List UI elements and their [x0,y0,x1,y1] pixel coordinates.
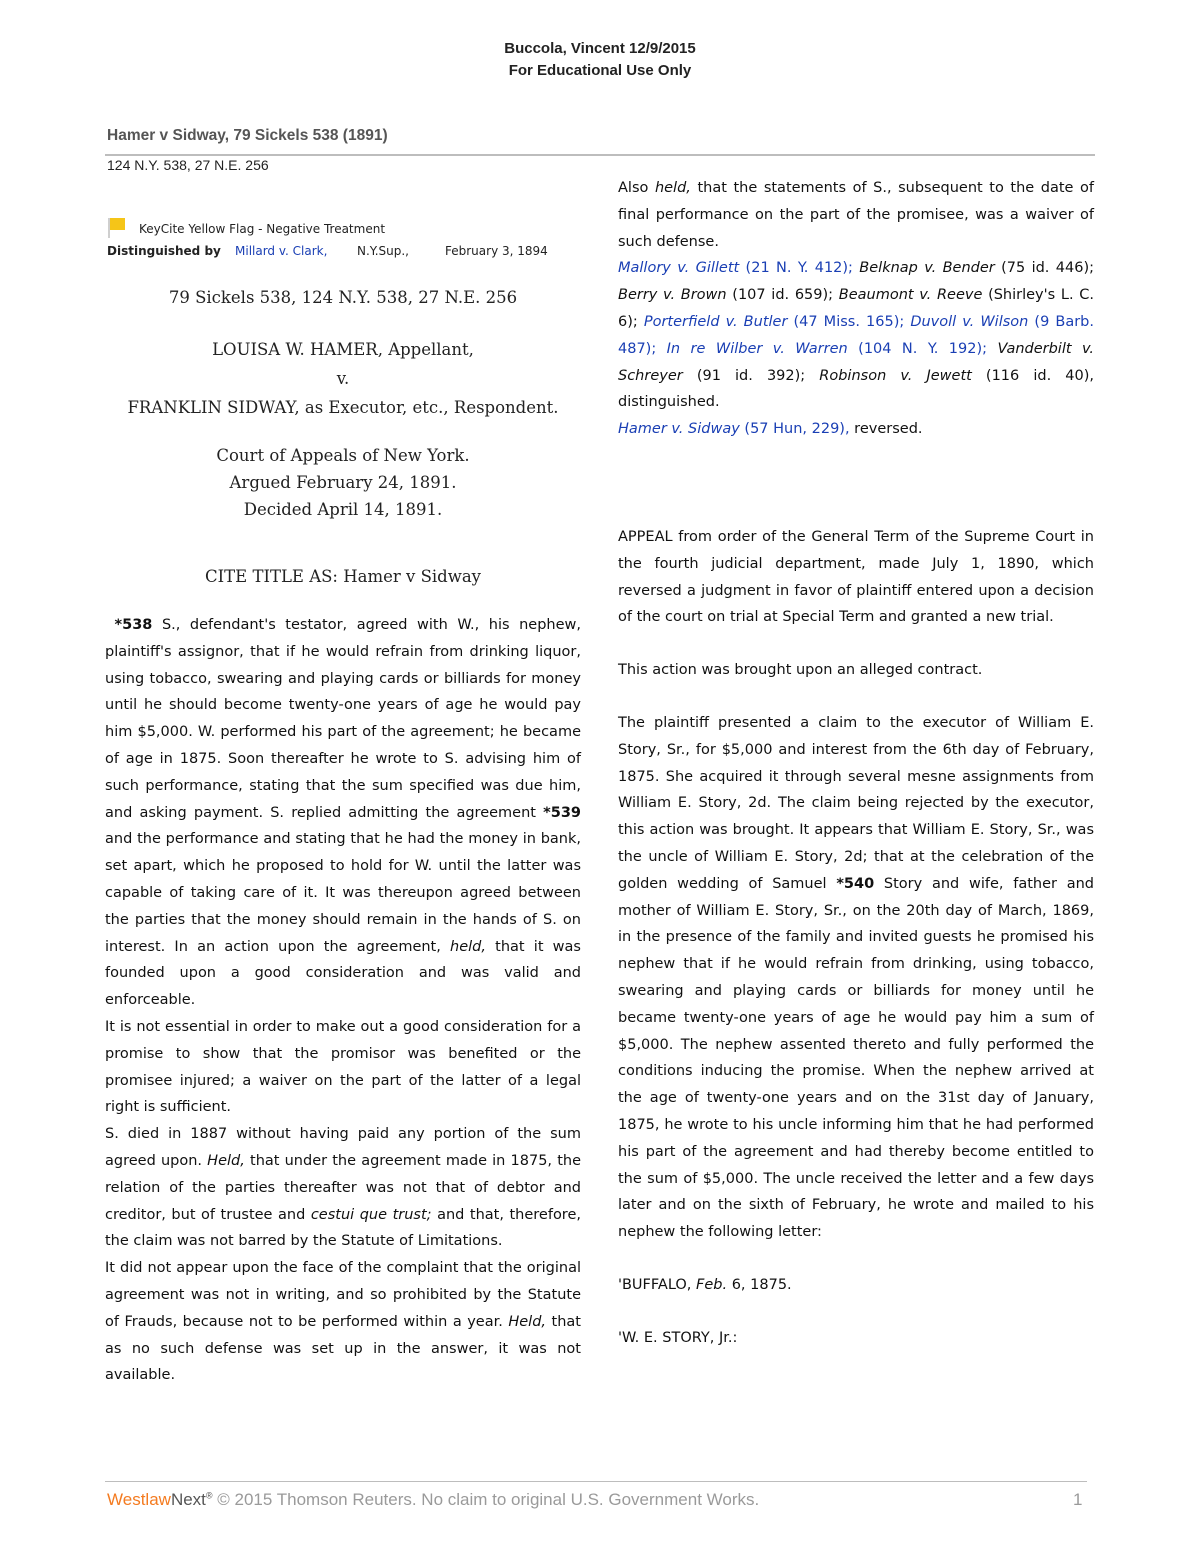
facts-paragraph: The plaintiff presented a claim to the executor of William E. Story, Sr., for $5,000 and interest from the 6th day of February, 1875. She acquired it through several mesne assignments from William E. Story, 2d. The claim being rejected by the executor, this action was brought. It appears that William E. Story, Sr., was the uncle of William E. Story, 2d; that at the celebration of the golden wedding of Samuel *540 Story and wife, father and mother of William E. Story, Sr., on the 20th day of March, 1869, in the presence of the family and invited guests he promised his nephew that if he would refrain from drinking, using tobacco, swearing and playing cards or billiards for money until he became twenty-one years of age he would pay him a sum of $5,000. The nephew assented thereto and fully performed the conditions inducing the promise. When the nephew arrived at the age of twenty-one years and on the 31st day of January, 1875, he wrote to his uncle informing him that he had performed his part of the agreement and had thereby become entitled to the sum of $5,000. The uncle received the letter and a few days later and on the sixth of February, he wrote and mailed to his nephew the following letter: [618,714,1094,1241]
star-page-540: *540 [836,875,875,892]
appeal-paragraph: APPEAL from order of the General Term of the Supreme Court in the fourth judicial department, made July 1, 1890, which reversed a judgment in favor of plaintiff entered upon a decision of the court on trial at Special Term and granted a new trial. [618,529,1094,626]
headnotes-left [105,612,581,1389]
letter-salutation: 'W. E. STORY, Jr.: [618,1329,738,1346]
headnote-4: It did not appear upon the face of the complaint that the original agreement was not in writing, and so prohibited by the Statute of Frauds, because not to be performed within a year. Held, that as no such defense was set up in the answer, it was not available. [105,1260,581,1384]
argued-date: Argued February 24, 1891. [229,473,457,492]
footer-divider [105,1481,1087,1482]
opinion-body [618,524,1094,1352]
distinguished-case-link[interactable]: Millard v. Clark, [235,244,328,258]
case-link-hamer[interactable]: Hamer v. Sidway [618,421,740,438]
case-link-wilber[interactable]: In re Wilber v. Warren [666,340,848,357]
respondent: FRANKLIN SIDWAY, as Executor, etc., Respondent. [127,398,559,417]
star-page-539: *539 [543,804,581,821]
decided-date: Decided April 14, 1891. [243,500,443,519]
keycite-flag-row[interactable] [107,218,583,236]
westlaw-logo: Westlaw [107,1490,171,1509]
case-link-mallory[interactable]: Mallory v. Gillett [618,260,740,277]
case-link-duvoll[interactable]: Duvoll v. Wilson [910,313,1029,330]
page-number: 1 [1073,1490,1083,1509]
footer: WestlawNext® © 2015 Thomson Reuters. No claim to original U.S. Government Works. [107,1490,760,1509]
keycite-flag-label[interactable]: KeyCite Yellow Flag - Negative Treatment [139,222,386,236]
appellant: LOUISA W. HAMER, Appellant, [212,340,474,359]
keycite-block [107,218,583,258]
headnote-2: It is not essential in order to make out a good consideration for a promise to show that the promisor was benefited or the promisee injured; a waiver on the part of the latter of a legal right is sufficient. [105,1018,581,1116]
star-page-538: *538 [114,617,153,633]
headnote-3: S. died in 1887 without having paid any portion of the sum agreed upon. Held, that under the agreement made in 1875, the relation of the parties thereafter was not that of debtor and creditor, but of trustee and cestui que trust; and that, therefore, the claim was not barred by the Statute of Limitations. [105,1126,581,1250]
cases-cited: Mallory v. Gillett (21 N. Y. 412); Belknap v. Bender (75 id. 446); Berry v. Brown (107 id. 659); Beaumont v. Reeve (Shirley's L. C. 6); Porterfield v. Butler (47 Miss. 165); Duvoll v. Wilson (9 Barb. 487); In re Wilber v. Warren (104 N. Y. 192); Vanderbilt v. Schreyer (91 id. 392); Robinson v. Jewett (116 id. 40), distinguished. [618,260,1095,411]
yellow-flag-icon [107,218,125,236]
case-title: Hamer v Sidway, 79 Sickels 538 (1891) [107,127,388,144]
headnote-1: *538 S., defendant's testator, agreed with W., his nephew, plaintiff's assignor, that if he would refrain from drinking liquor, using tobacco, swearing and playing cards or billiards for money until he should become twenty-one years of age he would pay him $5,000. W. performed his part of the agreement; he became of age in 1875. Soon thereafter he wrote to S. advising him of such performance, stating that the sum specified was due him, and asking payment. S. replied admitting the agreement *539 and the performance and stating that he had the money in bank, set apart, which he proposed to hold for W. until the latter was capable of taking care of it. It was thereupon agreed between the parties that the money should remain in the hands of S. on interest. In an action upon the agreement, held, that it was founded upon a good consideration and was valid and enforceable. [105,617,581,1009]
keycite-distinguished-row [107,244,583,258]
header-user-date: Buccola, Vincent 12/9/2015 [504,40,696,57]
court-name: Court of Appeals of New York. [216,446,470,465]
case-citation: 124 N.Y. 538, 27 N.E. 256 [107,157,269,173]
distinguished-label: Distinguished by [107,244,221,258]
letter-dateline: 'BUFFALO, Feb. 6, 1875. [618,1276,792,1293]
headnotes-right [618,175,1094,443]
versus: v. [336,369,350,388]
case-history: Hamer v. Sidway (57 Hun, 229), reversed. [618,421,923,438]
headnote-5: Also held, that the statements of S., subsequent to the date of final performance on the part of the promisee, was a waiver of such defense. [618,180,1094,250]
action-paragraph: This action was brought upon an alleged contract. [618,662,983,679]
distinguished-date: February 3, 1894 [445,244,548,258]
case-link-porterfield[interactable]: Porterfield v. Butler [643,313,788,330]
distinguished-court: N.Y.Sup., [357,244,409,258]
cite-title: CITE TITLE AS: Hamer v Sidway [205,567,481,586]
header-notice: For Educational Use Only [508,62,692,79]
footer-copyright: © 2015 Thomson Reuters. No claim to original U.S. Government Works. [212,1490,760,1509]
westlaw-next-logo: Next [170,1490,206,1509]
reporter-citation: 79 Sickels 538, 124 N.Y. 538, 27 N.E. 256 [168,288,518,307]
title-divider [105,154,1095,156]
